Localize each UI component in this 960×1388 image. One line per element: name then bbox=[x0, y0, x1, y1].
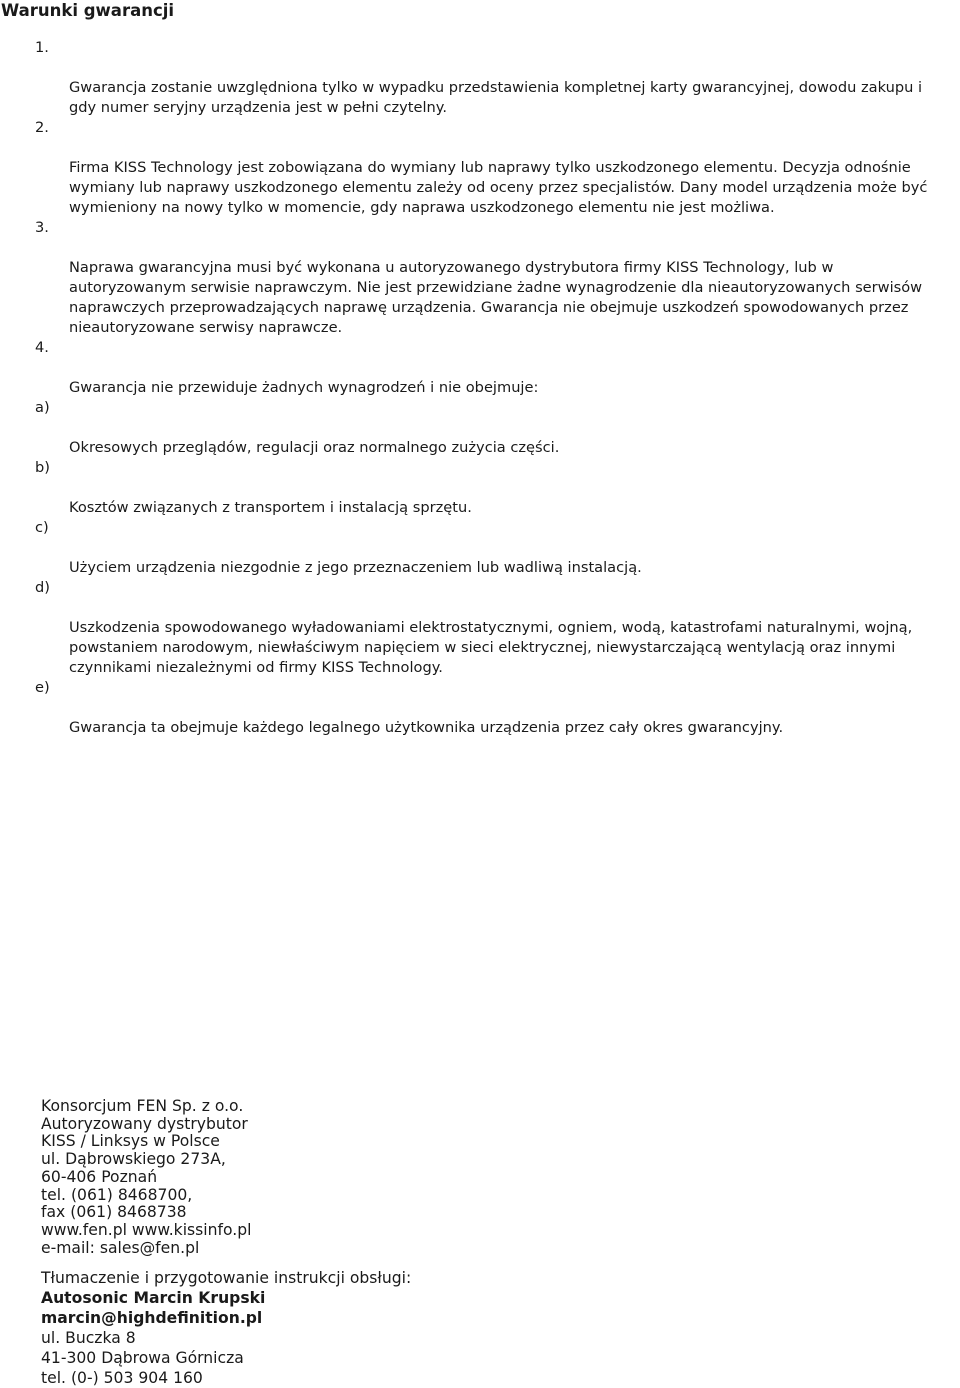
list-item bbox=[0, 38, 960, 118]
distributor-address bbox=[41, 1098, 251, 1257]
list-item bbox=[0, 578, 960, 678]
distributor-region: KISS / Linksys w Polsce bbox=[41, 1132, 220, 1151]
list-marker: c) bbox=[35, 519, 49, 536]
list-marker: d) bbox=[35, 579, 50, 596]
list-marker: 1. bbox=[35, 39, 49, 56]
list-marker: a) bbox=[35, 399, 50, 416]
distributor-company: Konsorcjum FEN Sp. z o.o. bbox=[41, 1097, 244, 1115]
list-item bbox=[0, 398, 960, 458]
translator-name: Autosonic Marcin Krupski bbox=[41, 1289, 266, 1307]
list-item bbox=[0, 218, 960, 338]
translator-email: marcin@highdefinition.pl bbox=[41, 1309, 263, 1327]
list-marker: b) bbox=[35, 459, 50, 476]
list-marker: 4. bbox=[35, 339, 49, 356]
list-item bbox=[0, 678, 960, 738]
distributor-role: Autoryzowany dystrybutor bbox=[41, 1114, 248, 1133]
list-marker: e) bbox=[35, 679, 50, 696]
list-item-text: Gwarancja nie przewiduje żadnych wynagrodzeń i nie obejmuje: bbox=[69, 379, 539, 396]
list-item-text: Kosztów związanych z transportem i instalacją sprzętu. bbox=[69, 499, 472, 516]
translator-street: ul. Buczka 8 bbox=[41, 1329, 136, 1347]
translator-phone: tel. (0-) 503 904 160 bbox=[41, 1369, 203, 1387]
translation-heading: Tłumaczenie i przygotowanie instrukcji obsługi: bbox=[41, 1269, 412, 1287]
distributor-city: 60-406 Poznań bbox=[41, 1167, 158, 1186]
distributor-street: ul. Dąbrowskiego 273A, bbox=[41, 1150, 226, 1169]
list-marker: 2. bbox=[35, 119, 49, 136]
list-item bbox=[0, 458, 960, 518]
translation-credits bbox=[41, 1268, 411, 1388]
list-item-text: Okresowych przeglądów, regulacji oraz normalnego zużycia części. bbox=[69, 439, 560, 456]
distributor-fax: fax (061) 8468738 bbox=[41, 1203, 187, 1222]
list-item-text: Uszkodzenia spowodowanego wyładowaniami elektrostatycznymi, ogniem, wodą, katastrofami naturalnymi, wojną, powstaniem narodowym, niewłaściwym napięciem w sieci elektrycznej, niewystarczającą wentylacją oraz innymi czynnikami niezależnymi od firmy KISS Technology. bbox=[69, 619, 913, 676]
distributor-email: e-mail: sales@fen.pl bbox=[41, 1238, 200, 1257]
distributor-websites: www.fen.pl www.kissinfo.pl bbox=[41, 1220, 252, 1239]
list-item-text: Gwarancja ta obejmuje każdego legalnego użytkownika urządzenia przez cały okres gwarancyjny. bbox=[69, 719, 784, 736]
list-item bbox=[0, 518, 960, 578]
page-title: Warunki gwarancji bbox=[1, 1, 175, 20]
translator-city: 41-300 Dąbrowa Górnicza bbox=[41, 1349, 244, 1367]
list-item-text: Firma KISS Technology jest zobowiązana do wymiany lub naprawy tylko uszkodzonego elementu. Decyzja odnośnie wymiany lub naprawy uszkodzonego elementu zależy od oceny przez specjalistów. Dany model urządzenia może być wymieniony na nowy tylko w momencie, gdy naprawa uszkodzonego elementu nie jest możliwa. bbox=[69, 159, 928, 216]
list-item-text: Gwarancja zostanie uwzględniona tylko w wypadku przedstawienia kompletnej karty gwarancyjnej, dowodu zakupu i gdy numer seryjny urządzenia jest w pełni czytelny. bbox=[69, 79, 923, 116]
list-item bbox=[0, 338, 960, 398]
list-item-text: Naprawa gwarancyjna musi być wykonana u autoryzowanego dystrybutora firmy KISS Technology, lub w autoryzowanym serwisie naprawczym. Nie jest przewidziane żadne wynagrodzenie dla nieautoryzowanych serwisów naprawczych przeprowadzających naprawę urządzenia. Gwarancja nie obejmuje uszkodzeń spowodowanych przez nieautoryzowane serwisy naprawcze. bbox=[69, 259, 923, 336]
list-item-text: Użyciem urządzenia niezgodnie z jego przeznaczeniem lub wadliwą instalacją. bbox=[69, 559, 642, 576]
distributor-phone: tel. (061) 8468700, bbox=[41, 1185, 193, 1204]
list-marker: 3. bbox=[35, 219, 49, 236]
warranty-terms-list bbox=[0, 38, 960, 738]
list-item bbox=[0, 118, 960, 218]
